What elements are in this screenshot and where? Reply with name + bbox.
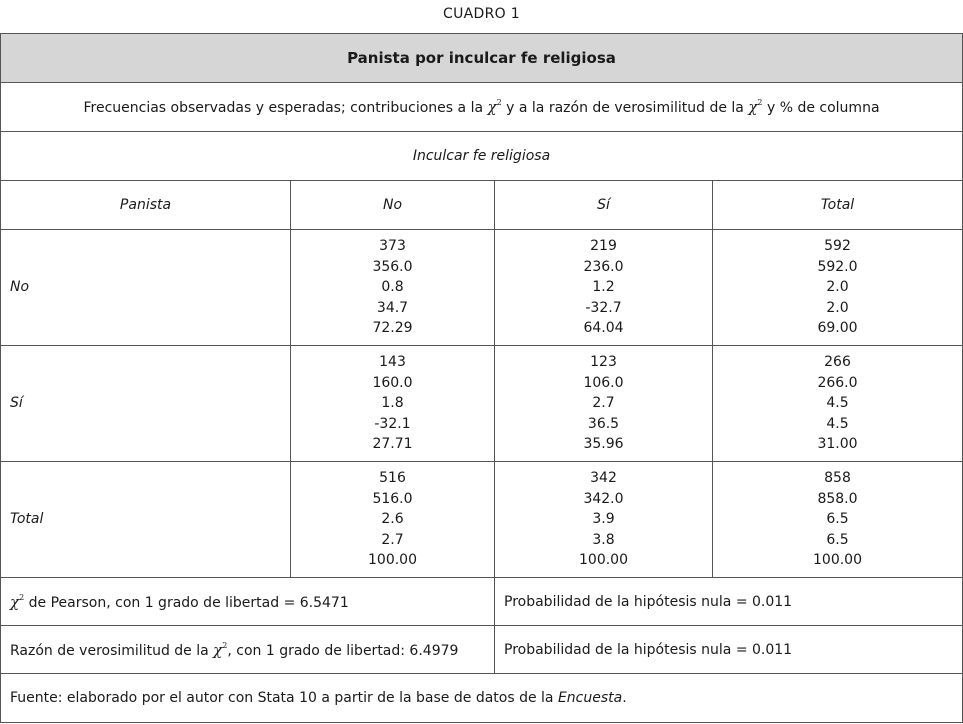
likelihood-stat-row (1, 626, 963, 674)
table-row-si (1, 346, 963, 462)
group-header-row (1, 132, 963, 181)
table-cell: 219 236.0 1.2 -32.7 64.04 (495, 230, 713, 346)
table-title-row (1, 34, 963, 83)
table-cell: 143 160.0 1.8 -32.1 27.71 (291, 346, 495, 462)
chi-symbol: $\chi^2$ (10, 592, 25, 611)
column-header-si: Sí (495, 181, 713, 230)
pearson-chi2-statistic: $\chi^2$ de Pearson, con 1 grado de libertad = 6.5471 (1, 578, 495, 626)
crosstab-table-container (0, 33, 963, 723)
likelihood-ratio-statistic: Razón de verosimilitud de la $\chi^2$, con 1 grado de libertad: 6.4979 (1, 626, 495, 674)
column-header-panista: Panista (1, 181, 291, 230)
chi-symbol: $\chi^2$ (487, 98, 502, 116)
table-row-no (1, 230, 963, 346)
row-label: No (1, 230, 291, 346)
pearson-null-probability: Probabilidad de la hipótesis nula = 0.011 (495, 578, 963, 626)
chi-symbol: $\chi^2$ (748, 98, 763, 116)
column-header-total: Total (713, 181, 963, 230)
table-subtitle (1, 83, 963, 132)
likelihood-null-probability: Probabilidad de la hipótesis nula = 0.011 (495, 626, 963, 674)
table-cell: 592 592.0 2.0 2.0 69.00 (713, 230, 963, 346)
pearson-stat-row (1, 578, 963, 626)
table-cell: 858 858.0 6.5 6.5 100.00 (713, 462, 963, 578)
table-row-total (1, 462, 963, 578)
column-header-no: No (291, 181, 495, 230)
table-subtitle-row (1, 83, 963, 132)
group-header: Inculcar fe religiosa (1, 132, 963, 181)
table-cell: 123 106.0 2.7 36.5 35.96 (495, 346, 713, 462)
chi-symbol: $\chi^2$ (213, 640, 228, 659)
table-cell: 373 356.0 0.8 34.7 72.29 (291, 230, 495, 346)
source-note: Fuente: elaborado por el autor con Stata 10 a partir de la base de datos de la Encuesta. (1, 674, 963, 723)
subtitle-text-before: Frecuencias observadas y esperadas; contribuciones a la (83, 100, 484, 116)
table-cell: 342 342.0 3.9 3.8 100.00 (495, 462, 713, 578)
table-cell: 516 516.0 2.6 2.7 100.00 (291, 462, 495, 578)
crosstab-table (0, 33, 963, 723)
column-header-row (1, 181, 963, 230)
table-caption: CUADRO 1 (443, 6, 520, 22)
table-cell: 266 266.0 4.5 4.5 31.00 (713, 346, 963, 462)
row-label: Sí (1, 346, 291, 462)
subtitle-text-after: y % de columna (766, 100, 880, 116)
table-title: Panista por inculcar fe religiosa (1, 34, 963, 83)
row-label: Total (1, 462, 291, 578)
subtitle-text-middle: y a la razón de verosimilitud de la (506, 100, 744, 116)
source-row (1, 674, 963, 723)
